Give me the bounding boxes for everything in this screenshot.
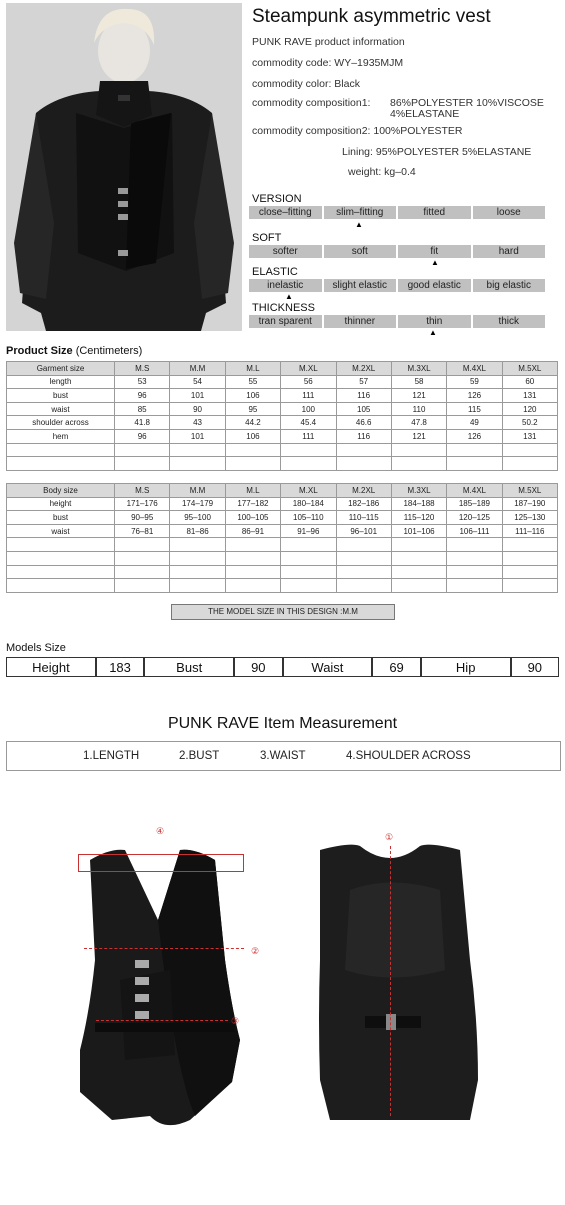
models-cell: Waist — [283, 657, 373, 677]
body-table-cell — [447, 579, 502, 593]
garment-table-cell — [225, 443, 280, 457]
elastic-scale — [249, 279, 545, 292]
garment-table-cell: 105 — [336, 402, 391, 416]
body-table-cell: 184–188 — [391, 497, 446, 511]
garment-table-cell — [225, 457, 280, 471]
vest-front — [80, 850, 240, 1125]
elastic-option: inelastic — [249, 279, 322, 292]
garment-table-cell — [447, 443, 502, 457]
composition1-label: commodity composition1: — [252, 97, 371, 109]
body-table-cell: 86–91 — [225, 524, 280, 538]
body-table-row — [7, 511, 558, 525]
body-table-cell: 174–179 — [170, 497, 225, 511]
garment-table-header-cell: Garment size — [7, 362, 115, 376]
marker-length: ① — [385, 832, 394, 842]
garment-table-cell: 54 — [170, 375, 225, 389]
garment-table-header-cell: M.5XL — [502, 362, 557, 376]
body-table-header-cell: M.M — [170, 484, 225, 498]
body-table-header-cell: M.3XL — [391, 484, 446, 498]
version-option: loose — [473, 206, 546, 219]
body-table-cell — [336, 579, 391, 593]
body-table-cell: 187–190 — [502, 497, 557, 511]
body-table-cell: 95–100 — [170, 511, 225, 525]
models-size-title: Models Size — [6, 642, 66, 654]
measurement-item: 4.SHOULDER ACROSS — [346, 750, 471, 762]
body-table-header-row — [7, 484, 558, 498]
version-option: fitted — [398, 206, 471, 219]
garment-table-cell — [115, 443, 170, 457]
garment-table-cell: 60 — [502, 375, 557, 389]
models-cell: 90 — [511, 657, 559, 677]
garment-table-header-cell: M.4XL — [447, 362, 502, 376]
garment-table-cell: shoulder across — [7, 416, 115, 430]
body-table-header-cell: M.5XL — [502, 484, 557, 498]
body-size-table — [6, 483, 558, 593]
body-table-cell — [115, 565, 170, 579]
garment-table-cell: 131 — [502, 429, 557, 443]
body-table-cell — [170, 538, 225, 552]
garment-table-cell: 55 — [225, 375, 280, 389]
product-title: Steampunk asymmetric vest — [252, 6, 491, 27]
body-table-header-cell: M.S — [115, 484, 170, 498]
garment-table-cell: 85 — [115, 402, 170, 416]
garment-table-cell: 49 — [447, 416, 502, 430]
garment-table-cell: bust — [7, 389, 115, 403]
garment-table-cell — [7, 457, 115, 471]
body-table-cell — [502, 551, 557, 565]
body-table-cell — [447, 551, 502, 565]
garment-table-cell — [7, 443, 115, 457]
garment-table-cell: 101 — [170, 389, 225, 403]
body-table-cell — [115, 551, 170, 565]
garment-table-cell — [281, 457, 336, 471]
thickness-option: thick — [473, 315, 546, 328]
composition1-line1: 86%POLYESTER 10%VISCOSE — [390, 97, 544, 109]
garment-table-cell: 44.2 — [225, 416, 280, 430]
model-size-note: THE MODEL SIZE IN THIS DESIGN :M.M — [171, 604, 395, 620]
models-size-row — [6, 657, 559, 677]
body-table-cell — [336, 538, 391, 552]
body-table-header-cell: Body size — [7, 484, 115, 498]
elastic-label: ELASTIC — [252, 266, 298, 278]
garment-table-cell: 115 — [447, 402, 502, 416]
garment-table-cell: 100 — [281, 402, 336, 416]
garment-table-cell: 121 — [391, 389, 446, 403]
measurement-title: PUNK RAVE Item Measurement — [167, 715, 398, 732]
garment-table-cell: 90 — [170, 402, 225, 416]
garment-table-cell — [391, 443, 446, 457]
body-table-cell: 185–189 — [447, 497, 502, 511]
garment-table-cell: 47.8 — [391, 416, 446, 430]
body-table-cell: 120–125 — [447, 511, 502, 525]
vest-back — [319, 845, 478, 1120]
body-table-cell: 90–95 — [115, 511, 170, 525]
body-table-row — [7, 497, 558, 511]
body-table-cell: 91–96 — [281, 524, 336, 538]
length-line — [390, 846, 391, 1116]
garment-table-cell — [281, 443, 336, 457]
body-table-cell — [281, 565, 336, 579]
soft-scale — [249, 245, 545, 258]
body-table-cell — [7, 565, 115, 579]
composition1-line2: 4%ELASTANE — [390, 108, 460, 120]
garment-table-row — [7, 443, 558, 457]
body-table-cell — [225, 538, 280, 552]
marker-shoulder: ④ — [156, 826, 165, 836]
garment-table-cell: 116 — [336, 429, 391, 443]
body-table-cell — [391, 579, 446, 593]
thickness-option: thin — [398, 315, 471, 328]
body-table-cell — [336, 551, 391, 565]
body-table-cell — [281, 538, 336, 552]
body-table-cell — [115, 579, 170, 593]
version-label: VERSION — [252, 193, 302, 205]
body-table-cell — [502, 579, 557, 593]
garment-table-cell: 95 — [225, 402, 280, 416]
body-table-cell — [391, 538, 446, 552]
models-cell: 90 — [234, 657, 282, 677]
body-table-cell: height — [7, 497, 115, 511]
body-table-cell: waist — [7, 524, 115, 538]
measurement-item: 2.BUST — [179, 750, 220, 762]
thickness-scale — [249, 315, 545, 328]
garment-table-cell: 116 — [336, 389, 391, 403]
garment-table-cell: 46.6 — [336, 416, 391, 430]
garment-table-header-row — [7, 362, 558, 376]
bust-line — [84, 948, 244, 949]
soft-label: SOFT — [252, 232, 282, 244]
body-table-cell — [7, 538, 115, 552]
body-table-cell: 182–186 — [336, 497, 391, 511]
size-section-name: Product Size — [6, 345, 73, 357]
garment-table-cell: 59 — [447, 375, 502, 389]
body-table-cell — [7, 551, 115, 565]
body-table-cell — [170, 579, 225, 593]
garment-table-row — [7, 389, 558, 403]
garment-table-cell: 96 — [115, 429, 170, 443]
size-section-title — [6, 345, 142, 357]
marker-waist: ③ — [231, 1016, 240, 1026]
garment-table-cell — [391, 457, 446, 471]
elastic-marker: ▲ — [285, 292, 293, 301]
garment-table-cell — [336, 457, 391, 471]
garment-table-cell — [447, 457, 502, 471]
body-table-cell — [391, 565, 446, 579]
elastic-option: good elastic — [398, 279, 471, 292]
garment-table-cell — [170, 457, 225, 471]
body-table-cell: 101–106 — [391, 524, 446, 538]
garment-table-cell — [115, 457, 170, 471]
garment-table-cell: 131 — [502, 389, 557, 403]
body-table-row — [7, 524, 558, 538]
garment-table-row — [7, 375, 558, 389]
garment-table-header-cell: M.3XL — [391, 362, 446, 376]
soft-option: fit — [398, 245, 471, 258]
soft-option: hard — [473, 245, 546, 258]
garment-table-header-cell: M.L — [225, 362, 280, 376]
garment-table-cell — [502, 443, 557, 457]
garment-table-cell: length — [7, 375, 115, 389]
version-option: close–fitting — [249, 206, 322, 219]
models-cell: Height — [6, 657, 96, 677]
garment-table-cell: 58 — [391, 375, 446, 389]
version-option: slim–fitting — [324, 206, 397, 219]
garment-table-cell: 96 — [115, 389, 170, 403]
garment-table-cell: 101 — [170, 429, 225, 443]
body-table-cell — [502, 565, 557, 579]
garment-table-header-cell: M.XL — [281, 362, 336, 376]
garment-table-row — [7, 429, 558, 443]
body-table-cell — [170, 551, 225, 565]
version-scale — [249, 206, 545, 219]
garment-table-cell: waist — [7, 402, 115, 416]
marker-bust: ② — [251, 946, 260, 956]
version-marker: ▲ — [355, 220, 363, 229]
garment-table-cell: 50.2 — [502, 416, 557, 430]
garment-table-header-cell: M.S — [115, 362, 170, 376]
body-table-cell — [502, 538, 557, 552]
body-table-cell: 171–176 — [115, 497, 170, 511]
body-table-cell: 110–115 — [336, 511, 391, 525]
body-table-cell — [7, 579, 115, 593]
body-table-cell — [225, 551, 280, 565]
models-cell: 69 — [372, 657, 420, 677]
body-table-cell: 81–86 — [170, 524, 225, 538]
garment-table-cell: 56 — [281, 375, 336, 389]
garment-table-cell: 126 — [447, 429, 502, 443]
garment-table-header-cell: M.2XL — [336, 362, 391, 376]
body-table-row — [7, 551, 558, 565]
garment-table-row — [7, 416, 558, 430]
garment-table-cell: hem — [7, 429, 115, 443]
body-table-cell — [281, 551, 336, 565]
commodity-code: commodity code: WY–1935MJM — [252, 57, 404, 69]
body-table-cell — [115, 538, 170, 552]
body-table-header-cell: M.2XL — [336, 484, 391, 498]
elastic-option: slight elastic — [324, 279, 397, 292]
model-photo — [6, 3, 242, 331]
garment-table-cell: 126 — [447, 389, 502, 403]
commodity-color: commodity color: Black — [252, 78, 360, 90]
brand-info: PUNK RAVE product information — [252, 36, 405, 48]
vest-figures-graphic — [0, 820, 565, 1200]
body-table-cell — [225, 579, 280, 593]
garment-table-cell — [336, 443, 391, 457]
shoulder-line — [78, 854, 244, 872]
soft-option: softer — [249, 245, 322, 258]
garment-table-cell: 43 — [170, 416, 225, 430]
body-table-cell — [336, 565, 391, 579]
garment-table-row — [7, 457, 558, 471]
waist-line — [96, 1020, 228, 1021]
body-table-cell: 96–101 — [336, 524, 391, 538]
thickness-label: THICKNESS — [252, 302, 315, 314]
thickness-option: tran sparent — [249, 315, 322, 328]
body-table-cell: 125–130 — [502, 511, 557, 525]
garment-table-cell: 121 — [391, 429, 446, 443]
garment-size-table — [6, 361, 558, 471]
body-table-row — [7, 579, 558, 593]
body-table-cell — [391, 551, 446, 565]
garment-table-cell — [502, 457, 557, 471]
models-cell: Hip — [421, 657, 511, 677]
garment-table-cell: 120 — [502, 402, 557, 416]
composition2: commodity composition2: 100%POLYESTER — [252, 125, 463, 137]
garment-table-cell: 110 — [391, 402, 446, 416]
body-table-cell — [170, 565, 225, 579]
body-table-header-cell: M.L — [225, 484, 280, 498]
garment-table-cell — [170, 443, 225, 457]
soft-option: soft — [324, 245, 397, 258]
measurement-item: 1.LENGTH — [83, 750, 140, 762]
body-table-cell — [447, 538, 502, 552]
body-table-header-cell: M.4XL — [447, 484, 502, 498]
measurement-item: 3.WAIST — [260, 750, 306, 762]
soft-marker: ▲ — [431, 258, 439, 267]
garment-table-cell: 57 — [336, 375, 391, 389]
body-table-cell: 100–105 — [225, 511, 280, 525]
lining: Lining: 95%POLYESTER 5%ELASTANE — [342, 146, 532, 158]
garment-table-cell: 111 — [281, 389, 336, 403]
garment-table-cell: 53 — [115, 375, 170, 389]
body-table-header-cell: M.XL — [281, 484, 336, 498]
body-table-cell: 177–182 — [225, 497, 280, 511]
body-table-cell: bust — [7, 511, 115, 525]
garment-table-cell: 106 — [225, 429, 280, 443]
model-photo-graphic — [6, 3, 242, 331]
body-table-cell: 180–184 — [281, 497, 336, 511]
body-table-cell — [281, 579, 336, 593]
garment-table-row — [7, 402, 558, 416]
elastic-option: big elastic — [473, 279, 546, 292]
size-section-unit: (Centimeters) — [75, 345, 143, 357]
body-table-cell: 106–111 — [447, 524, 502, 538]
body-table-cell — [225, 565, 280, 579]
garment-table-cell: 45.4 — [281, 416, 336, 430]
models-cell: 183 — [96, 657, 144, 677]
body-table-cell: 115–120 — [391, 511, 446, 525]
body-table-cell: 111–116 — [502, 524, 557, 538]
garment-table-cell: 111 — [281, 429, 336, 443]
body-table-cell — [447, 565, 502, 579]
models-cell: Bust — [144, 657, 234, 677]
vest-measurement-figures — [0, 820, 565, 1200]
garment-table-cell: 106 — [225, 389, 280, 403]
body-table-row — [7, 565, 558, 579]
garment-table-cell: 41.8 — [115, 416, 170, 430]
garment-table-header-cell: M.M — [170, 362, 225, 376]
body-table-row — [7, 538, 558, 552]
body-table-cell: 76–81 — [115, 524, 170, 538]
body-table-cell: 105–110 — [281, 511, 336, 525]
thickness-option: thinner — [324, 315, 397, 328]
thickness-marker: ▲ — [429, 328, 437, 337]
weight: weight: kg–0.4 — [348, 166, 416, 178]
